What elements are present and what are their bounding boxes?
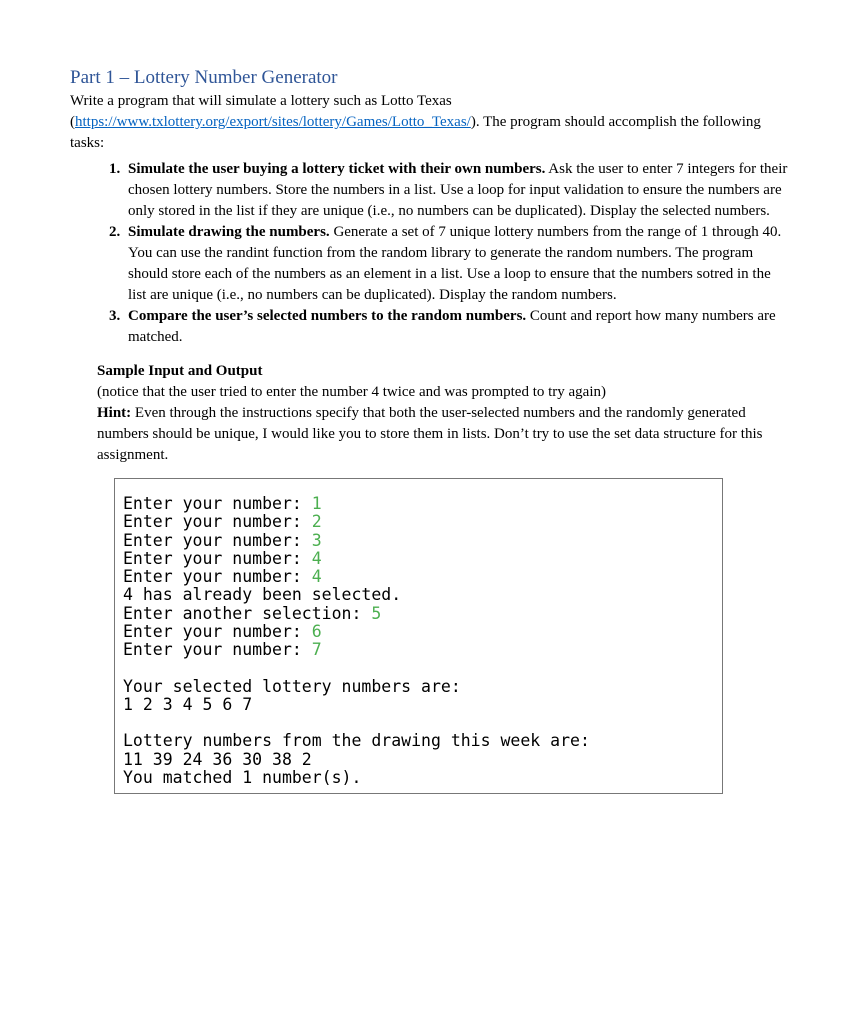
hint-label: Hint:	[97, 405, 132, 421]
console-line	[123, 495, 722, 513]
console-output-text: Enter your number:	[123, 548, 312, 568]
console-output-text: Enter another selection:	[123, 603, 372, 623]
console-user-input: 3	[311, 530, 322, 550]
intro-text-after-link: ). The program should accomplish the following tasks:	[70, 114, 761, 151]
console-line	[123, 678, 722, 696]
console-line	[123, 714, 722, 732]
console-user-input: 4	[311, 548, 322, 568]
task-item-compare-numbers	[124, 306, 790, 348]
intro-text-before-link: Write a program that will simulate a lottery such as Lotto Texas (	[70, 93, 452, 130]
sample-note: (notice that the user tried to enter the number 4 twice and was prompted to try again)	[97, 384, 606, 400]
console-output-text: 1 2 3 4 5 6 7	[123, 694, 253, 714]
task-title: Simulate drawing the numbers.	[128, 224, 330, 240]
console-line	[123, 550, 722, 568]
console-line	[123, 751, 722, 769]
console-user-input: 5	[371, 603, 382, 623]
sample-title: Sample Input and Output	[97, 363, 263, 379]
task-item-draw-numbers	[124, 222, 790, 306]
console-user-input: 2	[311, 512, 322, 532]
console-output-text: 11 39 24 36 30 38 2	[123, 749, 312, 769]
console-line	[123, 586, 722, 604]
console-output-text: Enter your number:	[123, 512, 312, 532]
console-user-input: 1	[311, 494, 322, 513]
hint-text: Even through the instructions specify that both the user-selected numbers and the randomly generated numbers should be unique, I would like you to store them in lists. Don’t try to use the set data structure for this assignment.	[97, 405, 763, 463]
console-output-text: Enter your number:	[123, 640, 312, 660]
lotto-texas-link[interactable]: https://www.txlottery.org/export/sites/lottery/Games/Lotto_Texas/	[75, 114, 471, 130]
task-description: Count and report how many numbers are matched.	[128, 308, 776, 345]
console-output-text: Enter your number:	[123, 622, 312, 642]
console-output-text: You matched 1 number(s).	[123, 767, 362, 787]
hint-paragraph	[97, 403, 790, 466]
sample-section	[97, 361, 790, 466]
console-line	[123, 513, 722, 531]
console-output-text: Lottery numbers from the drawing this week are:	[123, 731, 590, 751]
console-output-text: 4 has already been selected.	[123, 585, 402, 605]
page-title: Part 1 – Lottery Number Generator	[70, 67, 338, 88]
task-title: Simulate the user buying a lottery ticket with their own numbers.	[128, 161, 546, 177]
console-user-input: 4	[311, 567, 322, 587]
console-output-text: Enter your number:	[123, 567, 312, 587]
console-output-box	[114, 478, 723, 794]
console-user-input: 7	[311, 640, 322, 660]
console-line	[123, 641, 722, 659]
console-line	[123, 568, 722, 586]
console-output-text: Your selected lottery numbers are:	[123, 676, 461, 696]
console-line	[123, 532, 722, 550]
task-title: Compare the user’s selected numbers to the random numbers.	[128, 308, 527, 324]
console-line	[123, 623, 722, 641]
console-line	[123, 769, 722, 787]
task-description: Ask the user to enter 7 integers for their chosen lottery numbers. Store the numbers in a list. Use a loop for input validation to ensure the numbers are only stored in the list if they are unique (i.e., no numbers can be duplicated). Display the selected numbers.	[128, 161, 788, 219]
console-line	[123, 732, 722, 750]
console-output-text: Enter your number:	[123, 494, 312, 513]
task-list	[70, 159, 790, 348]
console-line	[123, 605, 722, 623]
intro-paragraph	[70, 91, 790, 154]
document-page	[70, 66, 790, 794]
task-description: Generate a set of 7 unique lottery numbers from the range of 1 through 40. You can use the randint function from the random library to generate the random numbers. The program should store each of the numbers as an element in a list. Use a loop to ensure that the numbers sotred in the list are unique (i.e., no numbers can be duplicated). Display the random numbers.	[128, 224, 782, 303]
console-line	[123, 660, 722, 678]
console-line	[123, 696, 722, 714]
task-item-buy-ticket	[124, 159, 790, 222]
console-user-input: 6	[311, 622, 322, 642]
console-output-text: Enter your number:	[123, 530, 312, 550]
